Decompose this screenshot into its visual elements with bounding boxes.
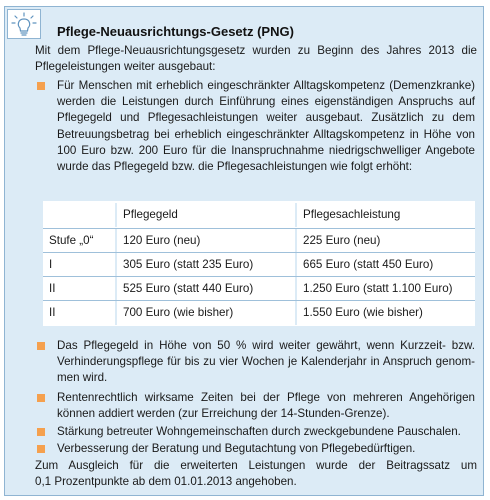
bullet-pension [57,390,475,422]
table-cell-care-service: 225 Euro (neu) [295,229,475,253]
table-cell-care-allowance: 525 Euro (statt 440 Euro) [115,277,295,301]
bullet-marker [37,82,45,90]
bullet-line: werden die Leistungen durch Einführung eines eigenständigen Anspruchs auf [57,95,475,109]
bullet-marker [37,445,45,453]
bullet-dementia [57,78,475,175]
outro-line: Zum Ausgleich für die erweiterten Leistungen wurde der Beitragssatz um [35,459,477,472]
bullet-counselling [57,441,475,457]
table-cell-care-service: 665 Euro (statt 450 Euro) [295,253,475,277]
bullet-line: Pflegegeld und Pflegesachleistungen weiter ausgebaut. Zusätzlich zu dem [57,111,475,125]
table-row [43,228,475,252]
table-cell-care-service: 1.250 Euro (statt 1.100 Euro) [295,277,475,301]
bullet-marker [37,428,45,436]
bullet-line: Für Menschen mit erheblich eingeschränkter Alltagskompetenz (Demenzkranke) [57,79,475,92]
table-row [43,276,475,300]
table-cell-level: I [49,258,53,271]
table-cell-level: II [49,282,56,295]
bullet-line: wurde das Pflegegeld bzw. die Pflegesachleistungen wie folgt erhöht: [57,160,413,174]
bullet-line: Verbesserung der Beratung und Begutachtung von Pflegebedürftigen. [57,442,416,455]
table-cell-care-allowance: 305 Euro (statt 235 Euro) [115,253,295,277]
table-cell-care-service: 1.550 Euro (wie bisher) [295,301,475,325]
bullet-line: men wird. [57,371,108,385]
table-header-cell [43,203,113,227]
bullet-line: 100 Euro bzw. 200 Euro für die Inanspruchnahme niedrigschwelliger Angebote [57,143,475,157]
bullet-line: können addiert werden (zur Erreichung der 14-Stunden-Grenze). [57,407,390,421]
benefits-table [43,201,475,326]
intro-paragraph [35,43,477,75]
bullet-line: Verhinderungspflege für bis zu vier Wochen je Kalenderjahr in Anspruch genom- [57,355,475,369]
bullet-line: Betreuungsbetrag bei erheblich eingeschränkter Alltagskompetenz in Höhe von [57,127,475,141]
bullet-marker [37,342,45,350]
table-cell-care-allowance: 700 Euro (wie bisher) [115,301,295,325]
outro-line: 0,1 Prozentpunkte ab dem 01.01.2013 angehoben. [35,475,297,489]
bullet-line: Rentenrechtlich wirksame Zeiten bei der Pflege von mehreren Angehörigen [57,391,475,404]
box-title: Pflege-Neuausrichtungs-Gesetz (PNG) [57,24,294,39]
intro-line: Mit dem Pflege-Neuausrichtungsgesetz wurden zu Beginn des Jahres 2013 die [35,44,477,57]
table-cell-level: Stufe „0“ [49,234,94,247]
bullet-marker [37,394,45,402]
info-box [4,6,484,496]
bullet-housing [57,424,475,440]
lightbulb-icon [7,9,41,39]
table-cell-level: II [49,306,56,319]
table-row [43,252,475,276]
table-row [43,300,475,324]
bullet-line: Stärkung betreuter Wohngemeinschaften durch zweckgebundene Pauschalen. [57,425,461,438]
table-cell-care-allowance: 120 Euro (neu) [115,229,295,253]
bullet-care-allowance [57,338,475,387]
intro-line: Pflegeleistungen weiter ausgebaut: [35,60,216,74]
table-header-cell: Pflegegeld [115,203,295,227]
outro-paragraph [35,458,477,490]
table-header-cell: Pflegesachleistung [295,203,475,227]
bullet-line: Das Pflegegeld in Höhe von 50 % wird weiter gewährt, wenn Kurzzeit- bzw. [57,339,475,352]
table-header-row [43,203,475,227]
